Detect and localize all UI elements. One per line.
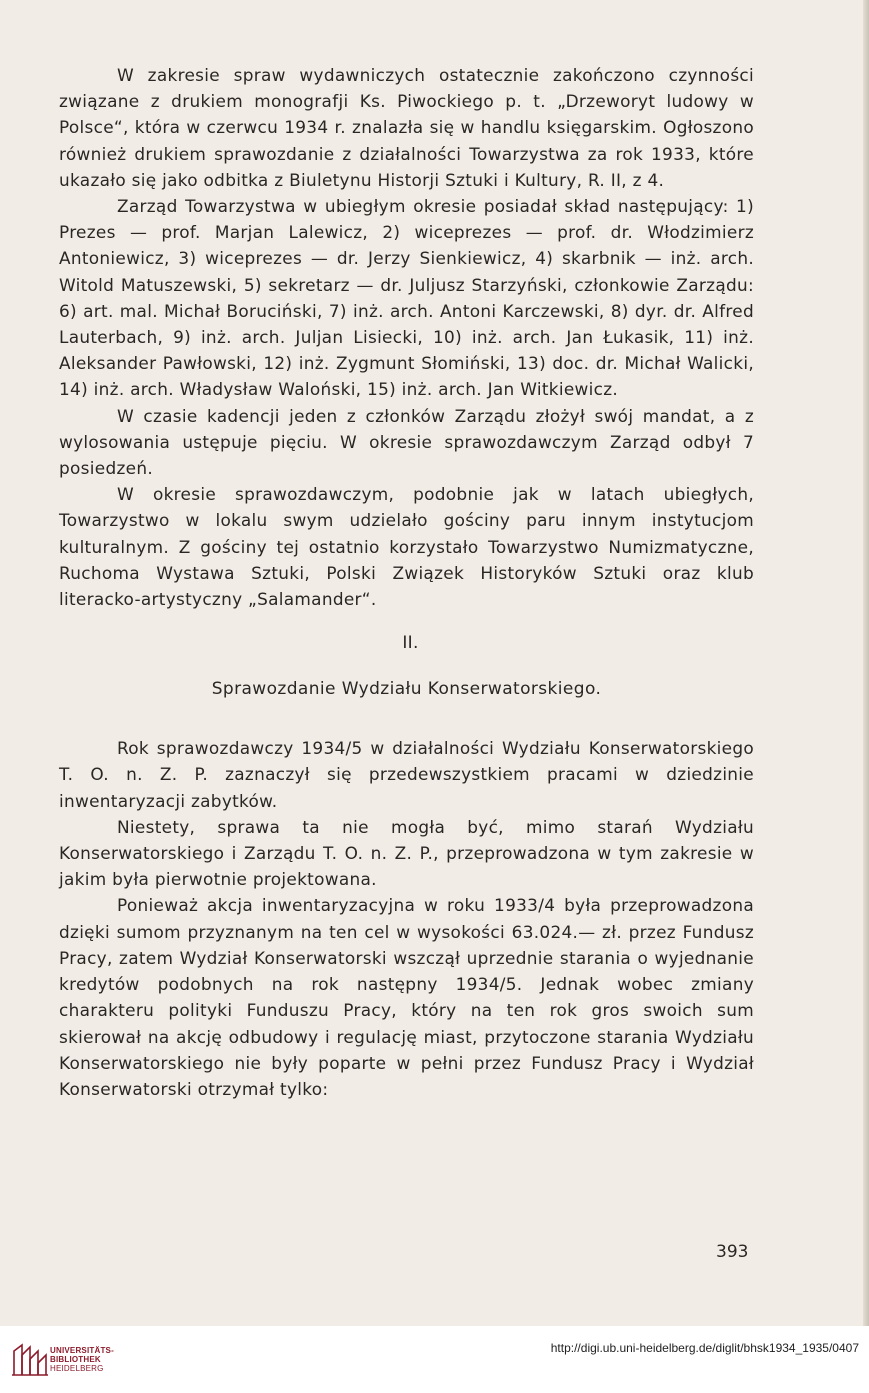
footer-bar <box>0 1326 869 1393</box>
section-number: II. <box>402 633 419 654</box>
paragraph-publications: W zakresie spraw wydawniczych ostatecznie zakończono czynności związane z drukiem monografji Ks. Piwockiego p. t. „Drzeworyt ludowy w Polsce“, która w czerwcu 1934 r. znalazła się w handlu księgarskim. Ogłoszono również drukiem sprawozdanie z działalności Towarzystwa za rok 1933, które ukazało się jako odbitka z Biuletynu Historji Sztuki i Kultury, R. II, z 4. <box>59 65 754 190</box>
institution-line-2: BIBLIOTHEK <box>50 1355 101 1364</box>
institution-line-3: HEIDELBERG <box>50 1364 104 1373</box>
paragraph-board-meetings: W czasie kadencji jeden z członków Zarządu złożył swój mandat, a z wylosowania ustępuje pięciu. W okresie sprawozdawczym Zarząd odbył 7 posiedzeń. <box>59 405 754 479</box>
paragraph-inventory: Rok sprawozdawczy 1934/5 w działalności Wydziału Konserwatorskiego T. O. n. Z. P. zaznaczył się przedewszystkiem pracami w dziedzinie inwentaryzacji zabytków. <box>59 738 754 811</box>
heidelberg-library-logo-icon <box>8 1335 52 1379</box>
institution-line-1: UNIVERSITÄTS- <box>50 1346 114 1355</box>
body-text <box>59 62 754 1102</box>
source-url-link[interactable]: http://digi.ub.uni-heidelberg.de/diglit/bhsk1934_1935/0407 <box>550 1341 859 1355</box>
paragraph-unfortunately: Niestety, sprawa ta nie mogła być, mimo starań Wydziału Konserwatorskiego i Zarządu T. O. n. Z. P., przeprowadzona w tym zakresie w jakim była pierwotnie projektowana. <box>59 816 754 890</box>
paragraph-funding: Ponieważ akcja inwentaryzacyjna w roku 1933/4 była przeprowadzona dzięki sumom przyznanym na ten cel w wysokości 63.024.— zł. przez Fundusz Pracy, zatem Wydział Konserwatorski wszczął uprzednie starania o wyjednanie kredytów podobnych na rok następny 1934/5. Jednak wobec zmiany charakteru polityki Funduszu Pracy, który na ten rok gros swoich sum skierował na akcję odbudowy i regulację miast, przytoczone starania Wydziału Konserwatorskiego nie były poparte w pełni przez Fundusz Pracy i Wydział Konserwatorski otrzymał tylko: <box>59 895 754 1099</box>
paragraph-hospitality: W okresie sprawozdawczym, podobnie jak w latach ubiegłych, Towarzystwo w lokalu swym udzielało gościny paru innym instytucjom kulturalnym. Z gościny tej ostatnio korzystało Towarzystwo Numizmatyczne, Ruchoma Wystawa Sztuki, Polski Związek Historyków Sztuki oraz klub literacko-artystyczny „Salamander“. <box>59 484 754 610</box>
section-title: Sprawozdanie Wydziału Konserwatorskiego. <box>211 679 602 700</box>
page-number: 393 <box>716 1242 749 1262</box>
page-edge <box>863 0 869 1326</box>
institution-name <box>50 1346 114 1373</box>
paragraph-board-members: Zarząd Towarzystwa w ubiegłym okresie posiadał skład następujący: 1) Prezes — prof. Marjan Lalewicz, 2) wiceprezes — prof. dr. Włodzimierz Antoniewicz, 3) wiceprezes — dr. Jerzy Sienkiewicz, 4) skarbnik — inż. arch. Witold Matuszewski, 5) sekretarz — dr. Juljusz Starzyński, członkowie Zarządu: 6) art. mal. Michał Boruciński, 7) inż. arch. Antoni Karczewski, 8) dyr. dr. Alfred Lauterbach, 9) inż. arch. Juljan Lisiecki, 10) inż. arch. Jan Łukasik, 11) inż. Aleksander Pawłowski, 12) inż. Zygmunt Słomiński, 13) doc. dr. Michał Walicki, 14) inż. arch. Władysław Waloński, 15) inż. arch. Jan Witkiewicz. <box>59 196 754 400</box>
